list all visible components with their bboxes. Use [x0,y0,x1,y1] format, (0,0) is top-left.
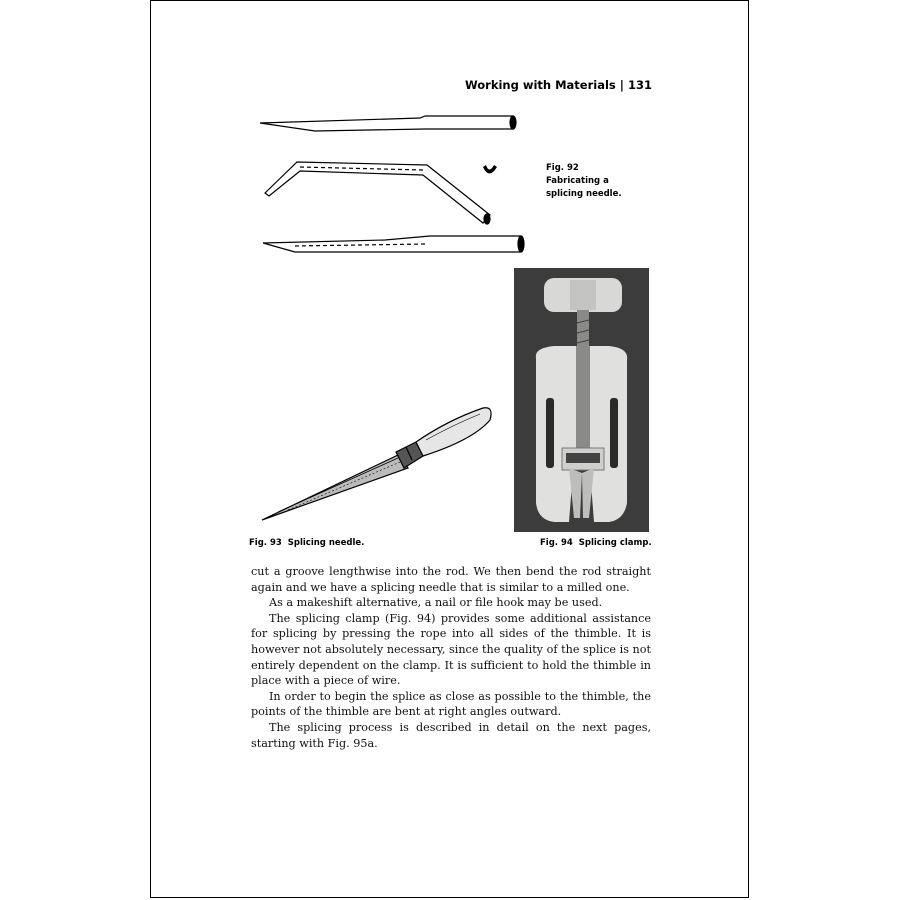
rod-stage-1 [260,116,516,131]
fig94-number: Fig. 94 [540,538,573,548]
fig92-number: Fig. 92 [546,163,579,173]
page-number: 131 [627,78,652,92]
fig92-drawing [255,105,535,265]
rod-stage-3 [263,236,524,252]
fig93-caption-text: Splicing needle. [287,538,365,548]
fig92-caption-line2: splicing needle. [546,189,622,199]
header-separator: | [619,78,624,92]
running-title: Working with Materials [464,78,616,92]
fig94-caption [540,537,652,550]
body-text [251,564,651,751]
fig93-caption [249,537,364,550]
running-head [330,78,652,92]
fig94-caption-text: Splicing clamp. [578,538,652,548]
groove-cross-section [483,165,497,174]
fig93-number: Fig. 93 [249,538,282,548]
paragraph-4: In order to begin the splice as close as possible to the thimble, the points of the thimble are bent at right angles outward. [251,689,651,719]
rod-stage-2 [265,162,490,224]
splicing-clamp-image [514,268,649,532]
paragraph-1: cut a groove lengthwise into the rod. We then bend the rod straight again and we have a splicing needle that is similar to a milled one. [251,565,651,594]
fig92-caption [546,162,622,201]
paragraph-5: The splicing process is described in detail on the next pages, starting with Fig. 95a. [251,720,651,750]
fig93-drawing [258,400,498,530]
paragraph-2: As a makeshift alternative, a nail or file hook may be used. [269,596,603,610]
fig94-photo [514,268,649,532]
paragraph-3: The splicing clamp (Fig. 94) provides some additional assistance for splicing by pressing the rope into all sides of the thimble. It is however not absolutely necessary, since the quality of the splice is not entirely dependent on the clamp. It is sufficient to hold the thimble in place with a piece of wire. [251,611,651,688]
fig92-caption-line1: Fabricating a [546,176,609,186]
